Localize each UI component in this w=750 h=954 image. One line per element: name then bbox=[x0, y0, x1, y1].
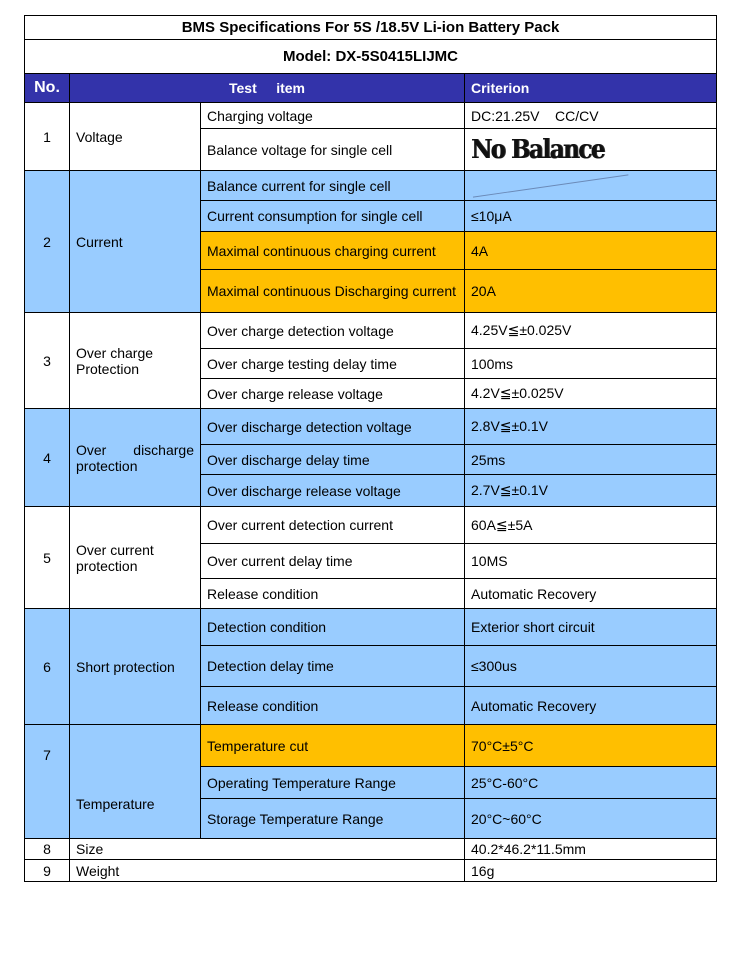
test-item: Storage Temperature Range bbox=[201, 799, 465, 839]
table-row bbox=[25, 725, 717, 767]
header-criterion: Criterion bbox=[465, 74, 717, 103]
group-name: Temperature bbox=[70, 725, 201, 839]
test-item: Detection delay time bbox=[201, 646, 465, 687]
table-row bbox=[25, 507, 717, 544]
group-name: Short protection bbox=[70, 609, 201, 725]
group-number: 4 bbox=[25, 409, 70, 507]
test-item: Temperature cut bbox=[201, 725, 465, 767]
criterion: 10MS bbox=[465, 544, 717, 579]
test-item: Over charge release voltage bbox=[201, 379, 465, 409]
test-item: Detection condition bbox=[201, 609, 465, 646]
test-item: Balance voltage for single cell bbox=[201, 129, 465, 171]
test-item: Maximal continuous charging current bbox=[201, 232, 465, 270]
test-item: Release condition bbox=[201, 687, 465, 725]
test-item: Maximal continuous Discharging current bbox=[201, 270, 465, 313]
group-number: 1 bbox=[25, 103, 70, 171]
criterion: 60A≦±5A bbox=[465, 507, 717, 544]
table-row bbox=[25, 609, 717, 646]
group-name: Size bbox=[70, 839, 465, 860]
criterion-empty bbox=[465, 171, 717, 201]
group-name: Over charge Protection bbox=[70, 313, 201, 409]
group-name: Weight bbox=[70, 860, 465, 882]
criterion: DC:21.25V CC/CV bbox=[465, 103, 717, 129]
criterion: ≤10μA bbox=[465, 201, 717, 232]
criterion: 4A bbox=[465, 232, 717, 270]
criterion: 20A bbox=[465, 270, 717, 313]
criterion: Exterior short circuit bbox=[465, 609, 717, 646]
test-item: Operating Temperature Range bbox=[201, 767, 465, 799]
criterion: 25°C-60°C bbox=[465, 767, 717, 799]
test-item: Over charge detection voltage bbox=[201, 313, 465, 349]
group-name: Over discharge protection bbox=[70, 409, 201, 507]
group-number: 5 bbox=[25, 507, 70, 609]
table-row bbox=[25, 313, 717, 349]
test-item: Balance current for single cell bbox=[201, 171, 465, 201]
group-number: 3 bbox=[25, 313, 70, 409]
group-number: 9 bbox=[25, 860, 70, 882]
table-row bbox=[25, 103, 717, 129]
test-item: Charging voltage bbox=[201, 103, 465, 129]
criterion: ≤300us bbox=[465, 646, 717, 687]
criterion: 40.2*46.2*11.5mm bbox=[465, 839, 717, 860]
criterion: 70°C±5°C bbox=[465, 725, 717, 767]
test-item: Over current delay time bbox=[201, 544, 465, 579]
group-name: Voltage bbox=[70, 103, 201, 171]
group-number: 7 bbox=[25, 725, 70, 839]
group-name: Current bbox=[70, 171, 201, 313]
criterion: 100ms bbox=[465, 349, 717, 379]
group-number: 6 bbox=[25, 609, 70, 725]
test-item: Over discharge detection voltage bbox=[201, 409, 465, 445]
header-no: No. bbox=[25, 74, 70, 103]
criterion: 16g bbox=[465, 860, 717, 882]
test-item: Current consumption for single cell bbox=[201, 201, 465, 232]
criterion: 4.2V≦±0.025V bbox=[465, 379, 717, 409]
table-row bbox=[25, 171, 717, 201]
criterion bbox=[465, 129, 717, 171]
criterion: 25ms bbox=[465, 445, 717, 475]
criterion: 20°C~60°C bbox=[465, 799, 717, 839]
criterion: 2.8V≦±0.1V bbox=[465, 409, 717, 445]
test-item: Release condition bbox=[201, 579, 465, 609]
group-name: Over current protection bbox=[70, 507, 201, 609]
test-item: Over discharge release voltage bbox=[201, 475, 465, 507]
table-row bbox=[25, 839, 717, 860]
bms-spec-table bbox=[24, 15, 717, 882]
group-number: 2 bbox=[25, 171, 70, 313]
table-title: BMS Specifications For 5S /18.5V Li-ion Battery Pack bbox=[25, 16, 717, 40]
table-row bbox=[25, 860, 717, 882]
group-number: 8 bbox=[25, 839, 70, 860]
test-item: Over discharge delay time bbox=[201, 445, 465, 475]
criterion: 2.7V≦±0.1V bbox=[465, 475, 717, 507]
test-item: Over charge testing delay time bbox=[201, 349, 465, 379]
header-row bbox=[25, 74, 717, 103]
no-balance-stamp: No Balance bbox=[471, 133, 604, 166]
criterion: Automatic Recovery bbox=[465, 579, 717, 609]
model-row bbox=[25, 40, 717, 74]
title-row bbox=[25, 16, 717, 40]
header-test-item: Test item bbox=[70, 74, 465, 103]
criterion: Automatic Recovery bbox=[465, 687, 717, 725]
criterion: 4.25V≦±0.025V bbox=[465, 313, 717, 349]
strike-line bbox=[469, 171, 720, 200]
model-number: Model: DX-5S0415LIJMC bbox=[25, 40, 717, 74]
table-row bbox=[25, 409, 717, 445]
test-item: Over current detection current bbox=[201, 507, 465, 544]
